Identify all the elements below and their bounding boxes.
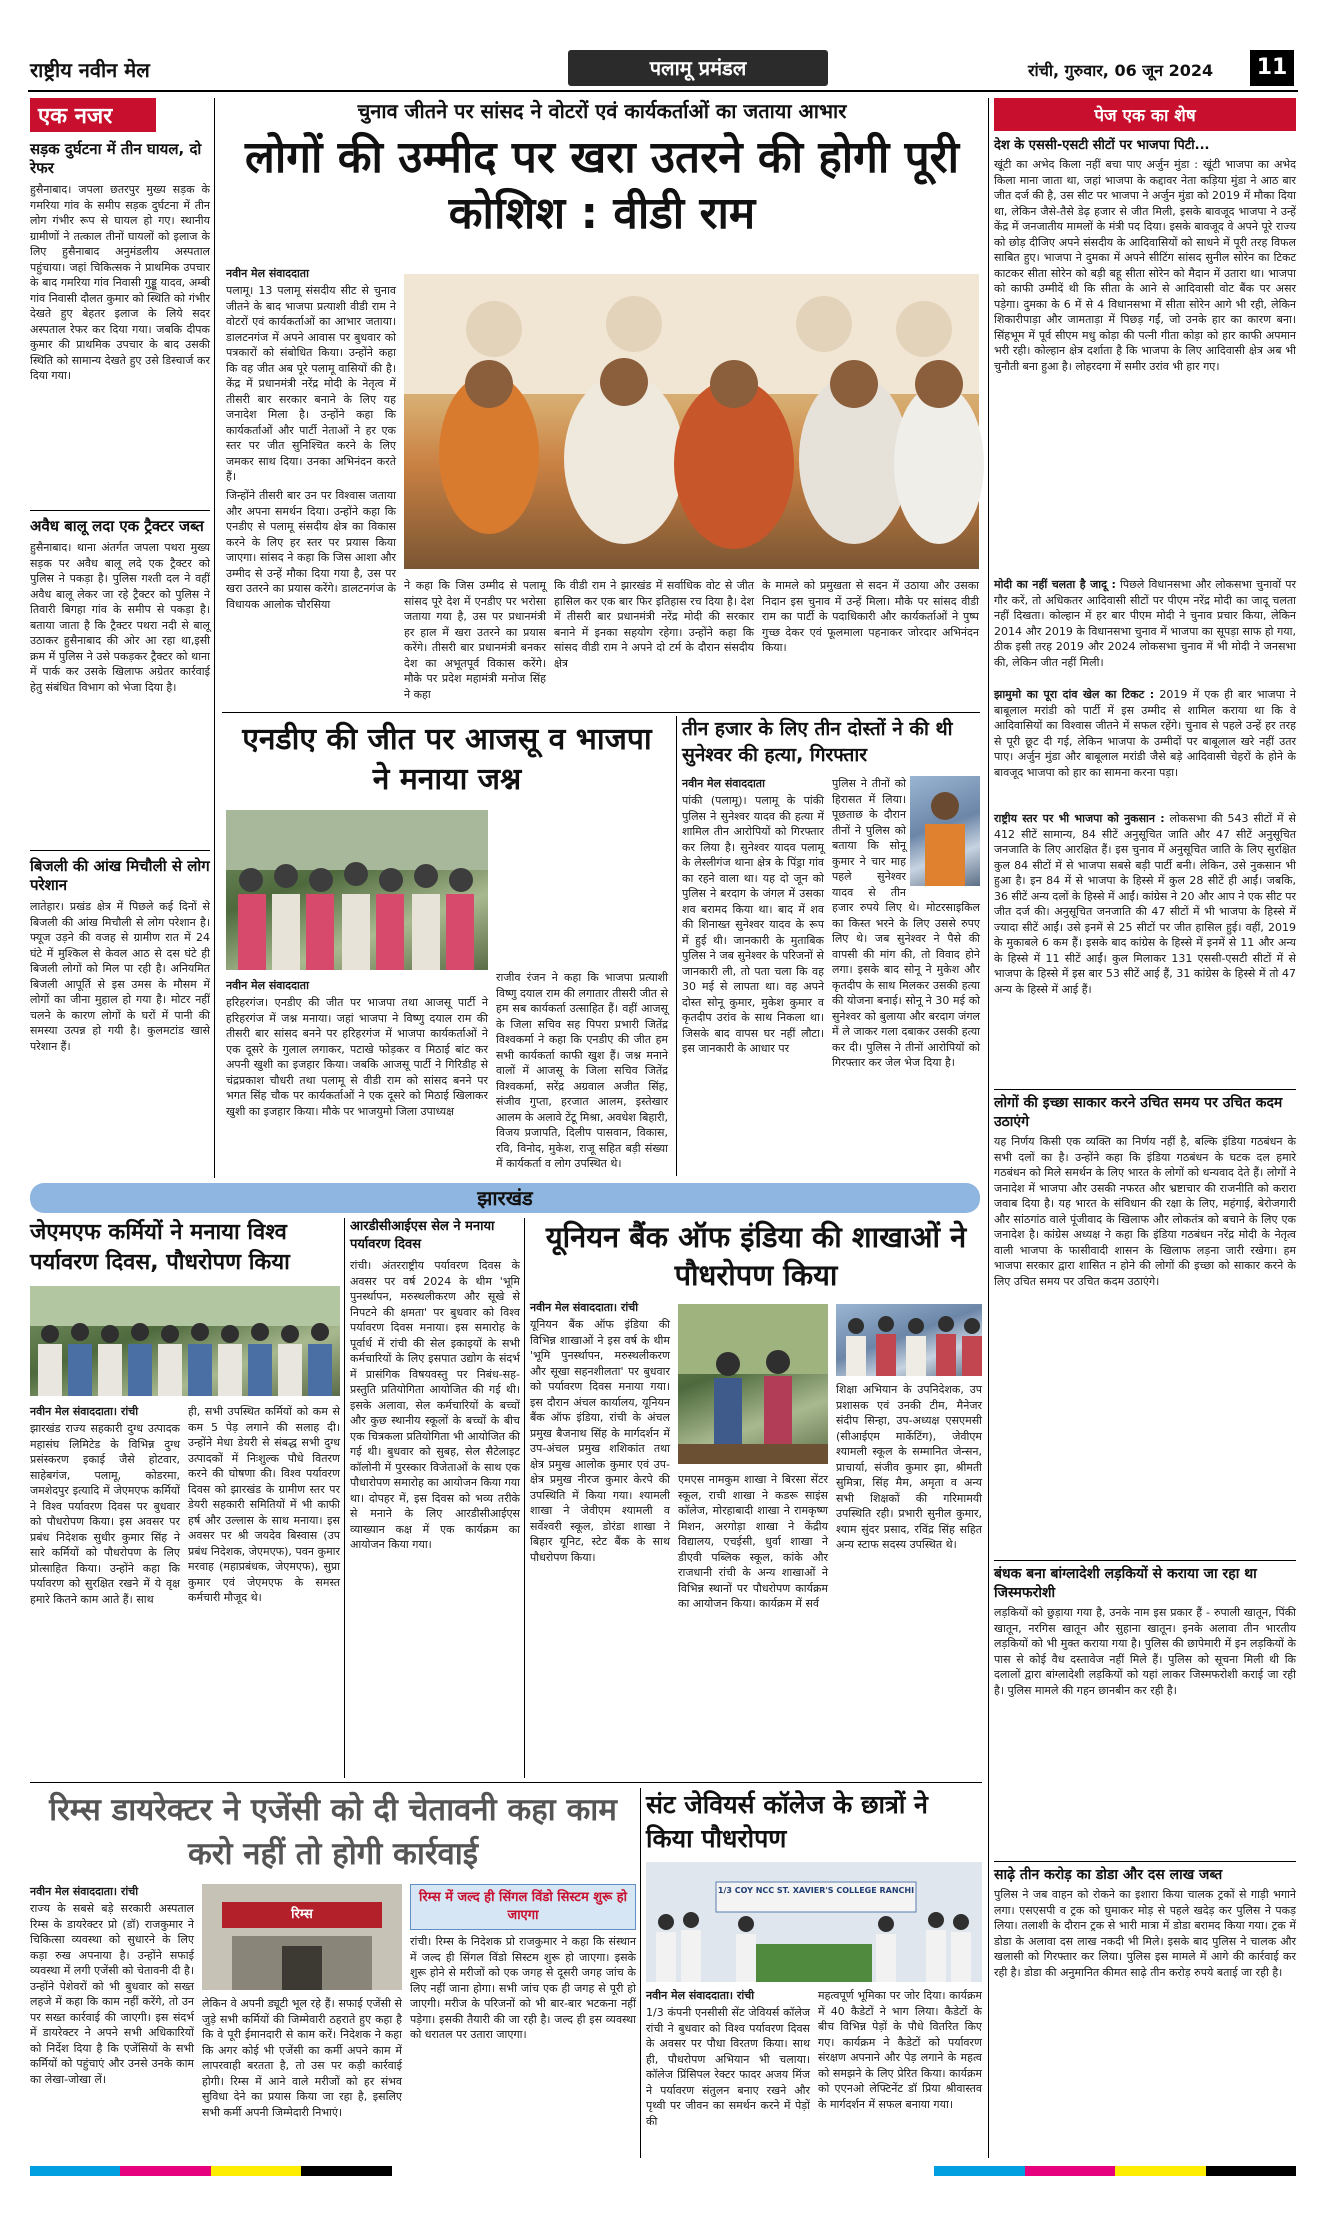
rims-photo-sign: रिम्स — [291, 1907, 313, 1922]
lead-col1 — [226, 266, 396, 706]
xavier-divider — [640, 1788, 641, 2158]
union-photo-group — [836, 1304, 982, 1376]
right-story1-headline: देश के एससी-एसटी सीटों पर भाजपा पिटी... — [994, 138, 1210, 153]
xavier-story — [646, 1788, 982, 2158]
jmf-body-col1: झारखंड राज्य सहकारी दुग्ध उत्पादक महासंघ लिमिटेड के विभिन्न दुग्ध प्रसंस्करण इकाई जैसे होटवार, साहेबगंज, पलामू, कोडरमा, जमशेदपुर इत्यादि में जेएमएफ कर्मियों ने विश्व पर्यावरण दिवस पर बुधवार को पौधरोपण किया। इस अवसर पर प्रबंध निदेशक सुधीर कुमार सिंह ने सारे कर्मियों को पौधरोपण के लिए प्रोत्साहित किया। उन्होंने कहा कि पर्यावरण को सुरक्षित रखने में ये वृक्ष हमारे कितने काम आते हैं। साथ — [30, 1422, 180, 1606]
left-item-1-body: हुसैनाबाद। जपला छतरपुर मुख्य सड़क के गमरिया गांव के समीप सड़क दुर्घटना में तीन लोग गंभीर रूप से घायल हो गए। स्थानीय ग्रामीणों ने तत्काल तीनों घायलों को इलाज के लिए हुसैनाबाद अनुमंडलीय अस्पताल पहुंचाया। जहां चिकित्सक ने प्राथमिक उपचार के बाद गमरिया गांव निवासी गुड्डू यादव, अम्बी गांव निवासी दौलत कुमार को स्थिति को गंभीर देखते हुए बेहतर इलाज के लिये सदर अस्पताल रेफर कर दिया गया। जबकि दीपक कुमार की प्राथमिक उपचार के बाद उसकी स्थिति को सामान्य देखते हुए उसे डिस्चार्ज कर दिया गया। — [30, 183, 210, 382]
jmf-byline: नवीन मेल संवाददाता। रांची — [30, 1405, 139, 1418]
masthead — [28, 50, 1298, 92]
rdcis-headline: आरडीसीआईएस सेल ने मनाया पर्यावरण दिवस — [350, 1219, 495, 1252]
left-item-2-headline: अवैध बालू लदा एक ट्रैक्टर जब्त — [30, 517, 204, 535]
union-divider — [524, 1218, 525, 1778]
left-column — [30, 98, 210, 1180]
rdcis-story — [350, 1218, 520, 1778]
paper-name: राष्ट्रीय नवीन मेल — [30, 58, 150, 82]
right-column-header: पेज एक का शेष — [994, 98, 1296, 131]
xavier-body-col2: महत्वपूर्ण भूमिका पर जोर दिया। कार्यक्रम में 40 कैडेटों ने भाग लिया। कैडेटों के बीच विभिन्न पेड़ों के पौधे वितरित किए गए। कार्यक्रम ने कैडेटों को पर्यावरण संरक्षण अपनाने और पेड़ लगाने के महत्व को समझने के लिए प्रेरित किया। कार्यक्रम को एएनओ लेफ्टिनेंट डॉ प्रिया श्रीवास्तव के मार्गदर्शन में सफल बनाया गया। — [818, 1989, 982, 2111]
murder-story — [682, 716, 982, 1176]
lead-bottom-rule — [222, 712, 980, 713]
left-item-1-headline: सड़क दुर्घटना में तीन घायल, दो रेफर — [30, 140, 202, 177]
union-body-col3: शिक्षा अभियान के उपनिदेशक, उप प्रशासक एवं उनकी टीम, मैनेजर संदीप सिन्हा, उप-अध्यक्ष एसएमसी (सीआईएम मार्केटिंग), जेवीएम श्यामली स्कूल के सम्मानित जेन्सन, प्राचार्या, संजीव कुमार झा, श्रीमती सुमित्रा, सिंह मैम, अमृता व अन्य सभी शिक्षकों की गरिमामयी उपस्थिति रही। प्रभारी सुनील कुमार, श्याम सुंदर प्रसाद, रविंद्र सिंह सहित अन्य स्टाफ सदस्य उपस्थित थे। — [836, 1383, 982, 1551]
union-byline: नवीन मेल संवाददाता। रांची — [530, 1301, 639, 1314]
section-title: पलामू प्रमंडल — [649, 56, 747, 80]
masthead-rule — [28, 90, 1298, 92]
right-story1-sub1 — [994, 577, 1296, 687]
accused-figure-icon — [910, 776, 980, 886]
right-story2 — [994, 1089, 1296, 1554]
ajsu-body-col2: राजीव रंजन ने कहा कि भाजपा प्रत्याशी विष्णु दयाल राम की लगातार तीसरी जीत से हम सब कार्यकर्ता उत्साहित हैं। वहीं आजसू के जिला सचिव सह पिपरा प्रभारी जितेंद्र विश्वकर्मा ने कहा कि एनडीए की जीत हम सभी कार्यकर्ता काफी खुश हैं। जश्न मनाने वालों में आजसू के जिला सचिव जितेंद्र विश्वकर्मा, सरेंद्र अग्रवाल अजीत सिंह, संजीव गुप्ता, हरजात आलम, इस्तेखार आलम के अलावे टेंटू मिश्रा, अवधेश बिहारी, विजय प्रजापति, दिलीप पासवान, विकास, रवि, विनोद, मुकेश, राजू सहित बड़ी संख्या में कार्यकर्ता व लोग उपस्थित थे। — [496, 971, 668, 1170]
union-photo — [678, 1304, 828, 1464]
rims-byline: नवीन मेल संवाददाता। रांची — [30, 1885, 139, 1898]
murder-body-col2: पुलिस ने तीनों को हिरासत में लिया। पूछताछ के दौरान तीनों ने पुलिस को बताया कि सोनू कुमार ने चार माह पहले सुनेश्वर यादव से तीन हजार रुपये लिए थे। मोटरसाइकिल का किस्त भरने के लिए उससे रुपए लिए थे। जब सुनेश्वर ने पैसे की वापसी की मांग की, तो विवाद होने लगा। इसके बाद सोनू ने मुकेश और कृतदीप के साथ मिलकर उसकी हत्या की योजना बनाई। सोनू ने 30 मई को सुनेश्वर को बुलाया और बरदाग जंगल में ले जाकर गला दबाकर उसकी हत्या कर दी। पुलिस ने तीनों आरोपियों को गिरफ्तार कर जेल भेज दिया है। — [832, 777, 980, 1069]
union-body-col1: यूनियन बैंक ऑफ इंडिया की विभिन्न शाखाओं ने इस वर्ष के थीम 'भूमि पुनर्स्थापन, मरुस्थलीकरण और सूखा सहनशीलता' पर बुधवार को पर्यावरण दिवस मनाया गया। इस दौरान अंचल कार्यालय, यूनियन बैंक ऑफ इंडिया, रांची के अंचल प्रमुख बैजनाथ सिंह के मार्गदर्शन में उप-अंचल प्रमुख शशिकांत तथा क्षेत्र प्रमुख आलोक कुमार एवं उप-क्षेत्र प्रमुख नीरज कुमार केरपे की उपस्थिति में किया गया। श्यामली शाखा ने जेवीएम श्यामली व सर्वेश्वरी स्कूल, डोरंडा शाखा ने बिहार यूनिट, स्टेट बैंक के साथ पौधरोपण किया। — [530, 1318, 670, 1564]
rims-story — [30, 1788, 636, 2158]
xavier-photo — [646, 1862, 982, 1982]
union-photo-2 — [836, 1304, 982, 1376]
murder-col1 — [682, 776, 824, 1174]
right-story3-body: लड़कियों को छुड़ाया गया है, उनके नाम इस प्रकार हैं - रुपाली खातून, पिंकी खातून, नरगिस खातून और सुहाना खातून। इनके अलावा तीन भारतीय लड़कियों को भी मुक्त कराया गया है। पुलिस की छापेमारी में इन लड़कियों के पास से कोई वैध दस्तावेज नहीं मिले हैं। पुलिस को सूचना मिली थी कि दलालों द्वारा बांग्लादेशी लड़कियों को यहां लाकर जिस्मफरोशी कराई जा रही है। पुलिस मामले की गहन छानबीन कर रही है। — [994, 1606, 1296, 1697]
murder-col2 — [832, 776, 980, 1174]
right-story1-sub2 — [994, 687, 1296, 811]
jmf-body-col2: ही, सभी उपस्थित कर्मियों को कम से कम 5 पेड़ लगाने की सलाह दी। उन्होंने मेधा डेयरी से संबद्ध सभी दुग्ध उत्पादकों में निःशुल्क पौधे वितरण करने की घोषणा की। विश्व पर्यावरण दिवस को झारखंड के ग्रामीण स्तर पर डेयरी सहकारी समितियों में भी काफी हर्ष और उल्लास के साथ मनाया। इस अवसर पर श्री जयदेव बिस्वास (उप प्रबंध निदेशक, जेएमएफ), पवन कुमार मरवाह (महाप्रबंधक, जेएमएफ), सुप्रा कुमार एवं जेएमएफ के समस्त कर्मचारी मौजूद थे। — [188, 1405, 340, 1604]
rims-sub-headline: रिम्स में जल्द ही सिंगल विंडो सिस्टम शुरू हो जाएगा — [410, 1884, 636, 1930]
ajsu-headline: एनडीए की जीत पर आजसू व भाजपा ने मनाया जश्न — [242, 722, 652, 797]
right-sub2-headline: झामुमो का पूरा दांव खेल का टिकट : — [994, 688, 1155, 701]
xavier-headline: संट जेवियर्स कॉलेज के छात्रों ने किया पौधरोपण — [646, 1790, 928, 1853]
page-number: 11 — [1250, 50, 1294, 86]
left-column-divider — [214, 98, 215, 1178]
lead-story — [222, 98, 982, 708]
lead-body-col5: के मामले को प्रमुखता से सदन में उठाया और उसका निदान इस चुनाव में उन्हें मिला। मौके पर सांसद वीडी राम का पार्टी के पदाधिकारी और कार्यकर्ताओं ने पुष्प गुच्छ देकर एवं फूलमाला पहनाकर जोरदार अभिनंदन किया। — [762, 579, 979, 654]
right-column — [994, 98, 1296, 2158]
ajsu-col1 — [226, 978, 488, 1174]
right-story3 — [994, 1560, 1296, 1855]
ajsu-photo-crowd — [226, 810, 488, 970]
right-story4-headline: साढ़े तीन करोड़ का डोडा और दस लाख जब्त — [994, 1867, 1223, 1883]
lead-photo — [404, 274, 979, 569]
xavier-byline: नवीन मेल संवाददाता। रांची — [646, 1989, 755, 2002]
right-sub3-body: लोकसभा की 543 सीटों में से 412 सीटें सामान्य, 84 सीटें अनुसूचित जाति और 47 सीटें अनुसूचित जनजाति के लिए आरक्षित हैं। इस चुनाव में अनुसूचित जाति के लिए सुरक्षित कुल 84 सीटों में से भाजपा सबसे बड़ी पार्टी बनी। लेकिन, उसे नुकसान भी हुआ है। इन 84 में से भाजपा के हिस्से में कुल 28 सीटें ही आईं। जबकि, 36 सीटें अन्य दलों के हिस्से में आईं। कांग्रेस ने 20 और आप ने एक सीट पर जीत दर्ज की। अनुसूचित जनजाति की 47 सीटों में भी भाजपा के हिस्से में ज्यादा सीटें आईं। उसे इनमें से 25 सीटों पर जीत हासिल हुई। वहीं, 2019 के मुकाबले 6 कम हैं। इसके बाद कांग्रेस के हिस्से में इनमें से 11 और अन्य के हिस्से में 11 सीटें आईं। कुल मिलाकर 131 एससी-एसटी सीटों में से भाजपा के हिस्से में इस बार 53 सीटें आई हैं, 31 कांग्रेस के हिस्से में तो 47 अन्य के हिस्से में आई हैं। — [994, 812, 1296, 996]
left-column-header: एक नजर — [30, 98, 156, 132]
rdcis-divider — [344, 1218, 345, 1778]
jmf-col1 — [30, 1404, 180, 1776]
lead-kicker: चुनाव जीतने पर सांसद ने वोटरों एवं कार्यकर्ताओं का जताया आभार — [357, 99, 847, 123]
dateline: रांची, गुरुवार, 06 जून 2024 — [1028, 61, 1214, 80]
lead-body-col4: कि वीडी राम ने झारखंड में सर्वाधिक वोट से जीत हासिल कर एक बार फिर इतिहास रच दिया है। देश में तीसरी बार प्रधानमंत्री नरेंद्र मोदी की सरकार बनाने में इनका सहयोग रहेगा। उन्होंने कहा कि सांसद वीडी राम ने अपने दो टर्म के दौरान संसदीय क्षेत्र — [554, 579, 754, 670]
murder-divider — [676, 716, 677, 1176]
right-story4 — [994, 1861, 1296, 2217]
footer-registration-bar — [30, 2166, 1296, 2176]
xavier-body-col1: 1/3 कंपनी एनसीसी सेंट जेवियर्स कॉलेज रांची ने बुधवार को विश्व पर्यावरण दिवस के अवसर पर पौधा विरतण किया। साथ ही, पौधरोपण अभियान भी चलाया। कॉलेज प्रिंसिपल रेक्टर फादर अजय मिंज ने पर्यावरण संतुलन बनाए रखने और पृथ्वी पर जीवन का समर्थन करने में पेड़ों की — [646, 2006, 810, 2128]
left-item-3 — [30, 850, 210, 1129]
jmf-photo-group — [30, 1286, 340, 1396]
lead-body-col3: ने कहा कि जिस उम्मीद से पलामू सांसद पूरे देश में एनडीए पर भरोसा जताया गया है, उस पर प्रधानमंत्री हर हाल में खरा उतरने का प्रयास करेंगे। तीसरी बार प्रधानमंत्री बनकर देश का अभूतपूर्व विकास करेंगे। मौके पर प्रदेश महामंत्री मनोज सिंह ने कहा — [404, 579, 546, 701]
rims-sub-body: रांची। रिम्स के निदेशक प्रो राजकुमार ने कहा कि संस्थान में जल्द ही सिंगल विंडो सिस्टम शुरू हो जाएगा। इसके शुरू होने से मरीजों को एक जगह से दूसरी जगह जांच के लिए नहीं जाना होगा। सभी जांच एक ही जगह से पूरी हो जाएगी। मरीज के परिजनों को भी बार-बार भटकना नहीं पड़ेगा। इसकी तैयारी की जा रही है। जल्द ही इस व्यवस्था को धरातल पर उतारा जाएगा। — [410, 1935, 636, 2041]
union-body-col2: एमएस नामकुम शाखा ने बिरसा सेंटर स्कूल, राची शाखा ने कडरू साइंस कॉलेज, मोरहाबादी शाखा ने रामकृष्ण मिशन, अरगोड़ा शाखा ने केंद्रीय विद्यालय, एचईसी, धुर्वा शाखा ने डीएवी पब्लिक स्कूल, कांके और राजधानी रांची के अन्य शाखाओं ने विभिन्न स्थानों पर पौधरोपण कार्यक्रम का आयोजन किया। कार्यक्रम में सर्व — [678, 1473, 828, 1610]
rims-body-col1: राज्य के सबसे बड़े सरकारी अस्पताल रिम्स के डायरेक्टर प्रो (डॉ) राजकुमार ने चिकित्सा व्यवस्था को सुधारने के लिए कड़ा रुख अपनाया है। उन्होंने सफाई व्यवस्था में लगी एजेंसी को चेतावनी दी है। उन्होंने पेशेवरों को भी बुधवार को सख्त लहजे में कहा कि काम नहीं करेंगे, तो उन पर सख्त कार्रवाई की जाएगी। इस संदर्भ में डायरेक्टर ने अपने सभी अधिकारियों को निर्देश दिया है कि एजेंसियों के सभी कर्मियों को पहुंचाएं और उनसे उनके काम का लेखा-जोखा लें। — [30, 1902, 194, 2086]
ajsu-byline: नवीन मेल संवाददाता — [226, 979, 309, 992]
jharkhand-banner — [30, 1183, 980, 1213]
lead-body-col1: पलामू। 13 पलामू संसदीय सीट से चुनाव जीतने के बाद भाजपा प्रत्याशी वीडी राम ने वोटरों एवं कार्यकर्ताओं का आभार जताया। डालटनगंज में अपने आवास पर बुधवार को पत्रकारों को संबोधित किया। उन्होंने कहा कि वह जीत अब पूरे पलामू वासियों की है। केंद्र में प्रधानमंत्री नरेंद्र मोदी के नेतृत्व में तीसरी बार सरकार बनाने के लिए यह जनादेश मिला है। उन्होंने कहा कि कार्यकर्ताओं और पार्टी नेताओं ने हर एक स्तर पर जीत सुनिश्चित करने के लिए जमकर साथ दिया। उनका अभिनंदन करते हैं। — [226, 284, 396, 483]
rims-body-col2: लेकिन वे अपनी ड्यूटी भूल रहे हैं। सफाई एजेंसी से जुड़े सभी कर्मियों की जिम्मेवारी ठहराते हुए कहा है कि वे पूरी ईमानदारी से काम करें। निदेशक ने कहा कि अगर कोई भी एजेंसी का कर्मी अपने काम में लापरवाही बरतता है, तो उस पर कड़ी कार्रवाई होगी। रिम्स में आने वाले मरीजों को हर संभव सुविधा देने का प्रयास किया जा रहा है, इसलिए सभी कर्मी अपनी जिम्मेदारी निभाएं। — [202, 1997, 402, 2119]
right-story1-sub3 — [994, 811, 1296, 1083]
ajsu-body-col1: हरिहरगंज। एनडीए की जीत पर भाजपा तथा आजसू पार्टी ने हरिहरगंज में जश्न मनाया। जहां भाजपा ने विष्णु दयाल राम की तीसरी बार सांसद बनने पर हरिहरगंज में भाजपा कार्यकर्ताओं ने एक दूसरे के गुलाल लगाकर, पटाखे फोड़कर व मिठाई बांट कर अपनी खुशी का इजहार किया। जबकि आजसू पार्टी ने गिरिडीह से चंद्रप्रकाश चौधरी तथा पलामू से वीडी राम को सांसद बनने पर भगत सिंह चौक पर कार्यकर्ताओं ने एक दूसरे को मिठाई खिलाकर खुशी का इजहार किया। मौके पर भाजयुमो जिला उपाध्यक्ष — [226, 996, 488, 1118]
murder-photo-accused — [910, 776, 980, 886]
union-photo-plantation — [678, 1304, 828, 1464]
lead-byline: नवीन मेल संवाददाता — [226, 267, 309, 280]
xavier-photo-cadets — [646, 1862, 982, 1982]
lead-photo-figures — [404, 274, 979, 569]
union-col1 — [530, 1300, 670, 1776]
right-story3-headline: बंधक बना बांग्लादेशी लड़कियों से कराया जा रहा था जिस्मफरोशी — [994, 1566, 1257, 1601]
rims-top-rule — [30, 1782, 982, 1783]
lead-body-col2: जिन्होंने तीसरी बार उन पर विश्वास जताया और अपना समर्थन दिया। उन्होंने कहा कि एनडीए से पलामू संसदीय क्षेत्र का विकास करने के लिए हर स्तर पर प्रयास किया जाएगा। सांसद ने कहा कि जिस आशा और उम्मीद से उन्हें मौका दिया गया है, उस पर खरा उतरने का प्रयास करेंगे। डालटनगंज के विधायक आलोक चौरसिया — [226, 489, 396, 611]
left-item-2-body: हुसैनाबाद। थाना अंतर्गत जपला पथरा मुख्य सड़क पर अवैध बालू लदे एक ट्रैक्टर को पुलिस ने पकड़ा है। पुलिस गश्ती दल ने वहीं अवैध बालू लेकर जा रहे ट्रैक्टर को पुलिस ने तिवारी बिगहा गांव के समीप से पकड़ा है। बताया जाता है कि ट्रैक्टर पथरा नदी से बालू उठाकर हुसैनाबाद की ओर आ रहा था,इसी क्रम में पुलिस ने उसे पकड़कर ट्रैक्टर को थाना में पार्क कर उसके खिलाफ अग्रेतर कार्रवाई हेतु संबंधित विभाग को भेजा दिया है। — [30, 541, 210, 694]
ajsu-photo — [226, 810, 488, 970]
left-item-3-headline: बिजली की आंख मिचौली से लोग परेशान — [30, 857, 210, 894]
right-sub1-headline: मोदी का नहीं चलता है जादू : — [994, 578, 1116, 591]
right-story1-body: खूंटी का अभेद किला नहीं बचा पाए अर्जुन मुंडा : खूंटी भाजपा का अभेद किला माना जाता था, जहां भाजपा के कद्दावर नेता कड़िया मुंडा ने आठ बार जीत दर्ज की है, उस सीट पर भाजपा ने अर्जुन मुंडा को 2019 में मौका दिया था, लेकिन जैसे-तैसे डेढ़ हजार से जीत मिली, इसके बावजूद भाजपा ने उन्हें केंद्र में जनजातीय मामलों के मंत्री पद दिया। इसके बावजूद वे अपने पूरे राज्य को छोड़ दीजिए अपने संसदीय के आदिवासियों को साधने में पूरी तरह विफल साबित हुए। भाजपा ने दुमका में अपने सीटिंग सांसद सुनील सोरेन का टिकट काटकर सीता सोरेन को बड़ी बहू सीता सोरेन को मैदान में उतारा था। भाजपा को काफी उम्मीदें थी कि सीता के आने से आदिवासी वोट बैंक पर असर पड़ेगा। दुमका के 6 में से 4 विधानसभा में सीता सोरेन आगे भी रही, लेकिन शिकारीपाड़ा और जामताड़ा में पिछड़ गईं, जो उनके हार का कारण बना। सिंहभूम में पूर्व सीएम मधु कोड़ा की पत्नी गीता कोड़ा को हार काफी अपमान भरी रही। कोल्हान क्षेत्र दर्शाता है कि भाजपा के लिए आदिवासी क्षेत्र अब भी चुनौती बना हुआ है। लोहरदगा में समीर उरांव भी हार गए। — [994, 158, 1296, 373]
lead-headline: लोगों की उम्मीद पर खरा उतरने की होगी पूरी कोशिश : वीडी राम — [245, 132, 959, 239]
right-story2-headline: लोगों की इच्छा साकार करने उचित समय पर उचित कदम उठाएंगे — [994, 1095, 1283, 1130]
jmf-story — [30, 1218, 340, 1778]
union-story — [530, 1218, 982, 1778]
rims-headline: रिम्स डायरेक्टर ने एजेंसी को दी चेतावनी कहा काम करो नहीं तो होगी कार्रवाई — [49, 1792, 617, 1872]
left-item-1 — [30, 140, 210, 500]
rdcis-body: रांची। अंतरराष्ट्रीय पर्यावरण दिवस के अवसर पर वर्ष 2024 के थीम 'भूमि पुनर्स्थापन, मरुस्थलीकरण और सूखे से निपटने की क्षमता' पर बुधवार को विश्व पर्यावरण दिवस मनाया। इस समारोह के पूर्वार्ध में रांची की सेल इकाइयों के सभी कर्मचारियों के लिए इसपात उद्योग के संदर्भ में प्रासंगिक विषयवस्तु पर निबंध-सह-प्रस्तुति प्रतियोगिता आयोजित की गई थी। इसके अलावा, सेल कर्मचारियों के बच्चों और कुछ स्थानीय स्कूलों के बच्चों के बीच एक चित्रकला प्रतियोगिता भी आयोजित की गई थी। बुधवार को सुबह, सेल सैटेलाइट कॉलोनी में पुरस्कार विजेताओं के साथ एक पौधारोपण समारोह का आयोजन किया गया था। दोपहर में, इस दिवस को भव्य तरीके से मनाने के लिए आरडीसीआईएस व्याख्यान कक्ष में एक कार्यक्रम का आयोजन किया गया। — [350, 1259, 520, 1551]
murder-byline: नवीन मेल संवाददाता — [682, 777, 765, 790]
left-item-2 — [30, 510, 210, 840]
jharkhand-banner-label: झारखंड — [477, 1186, 533, 1210]
right-story2-body: यह निर्णय किसी एक व्यक्ति का निर्णय नहीं है, बल्कि इंडिया गठबंधन के सभी दलों का है। उन्होंने कहा कि इंडिया गठबंधन के घटक दल हमारे गठबंधन को मिले समर्थन के लिए भारत के लोगों को धन्यवाद देते हैं। लोगों ने जनादेश में भाजपा और उसकी नफरत और भ्रष्टाचार की राजनीति को करारा जवाब दिया है। यह भारत के संविधान की रक्षा के लिए, महंगाई, बेरोजगारी और सांठगांठ वाले पूंजीवाद के खिलाफ और लोकतंत्र को बचाने के लिए एक जनादेश है। कांग्रेस अध्यक्ष ने कहा कि इंडिया गठबंधन नरेंद्र मोदी के नेतृत्व वाली भाजपा के फासीवादी शासन के खिलाफ लड़ना जारी रखेगा। हम भाजपा सरकार द्वारा शासित न होने की लोगों की इच्छा को साकार करने के लिए उचित समय पर उचित कदम उठाएंगे। — [994, 1135, 1296, 1288]
jmf-headline: जेएमएफ कर्मियों ने मनाया विश्व पर्यावरण दिवस, पौधरोपण किया — [30, 1220, 290, 1275]
right-sub2-body: 2019 में एक ही बार भाजपा ने बाबूलाल मरांडी को पार्टी में इस उम्मीद से शामिल कराया था कि वे आदिवासियों का विश्वास जीतने में सफल रहेंगे। चुनाव से पहले उन्हें हर तरह से पूरी छूट दी गई, लेकिन भाजपा के उम्मीदों पर बाबूलाल खरे नहीं उतर पाए। अर्जुन मुंडा और बाबूलाल मरांडी जैसे बड़े आदिवासी चेहरों के होने के बावजूद भाजपा को हार का सामना करना पड़ा। — [994, 688, 1297, 779]
jmf-photo — [30, 1286, 340, 1396]
ajsu-story — [222, 716, 672, 1176]
xavier-photo-banner: 1/3 COY NCC ST. XAVIER'S COLLEGE RANCHI — [717, 1886, 915, 1895]
section-banner — [568, 50, 828, 86]
right-sub3-headline: राष्ट्रीय स्तर पर भी भाजपा को नुकसान : — [994, 812, 1165, 825]
xavier-col1 — [646, 1988, 810, 2156]
murder-headline: तीन हजार के लिए तीन दोस्तों ने की थी सुनेश्वर की हत्या, गिरफ्तार — [682, 718, 953, 766]
rims-subbox — [410, 1884, 636, 2156]
rims-col1 — [30, 1884, 194, 2156]
right-column-divider — [988, 98, 989, 2158]
right-sub1-body: पिछले विधानसभा और लोकसभा चुनावों पर गौर करें, तो अधिकतर आदिवासी सीटों पर पीएम नरेंद्र मोदी का जादू चलता नहीं दिखता। कोल्हान में हर बार पीएम मोदी ने चुनाव प्रचार किया, लेकिन 2014 और 2019 के विधानसभा चुनाव में भाजपा का सूपड़ा साफ हो गया, ठीक इसी तरह 2019 और 2024 लोकसभा चुनाव में भी मोदी ने जनसभा की, लेकिन जीत नहीं मिली। — [994, 578, 1296, 669]
left-item-3-body: लातेहार। प्रखंड क्षेत्र में पिछले कई दिनों से बिजली की आंख मिचौली से लोग परेशान है। फ्यूज उड़ने की वजह से ग्रामीण रात में 24 घंटे में मुश्किल से केवल आठ से दस घंटे ही बिजली लोगों को मिल पा रही है। अनियमित बिजली आपूर्ति से इस उमस के मौसम में लोगों का जीना मुहाल हो गया है। मोटर नहीं चलने के कारण लोगों के घरों में पानी की समस्या उत्पन्न हो गयी है। कुलमटांड खासे परेशान हैं। — [30, 900, 210, 1053]
rims-photo — [202, 1884, 402, 1990]
rims-photo-building — [202, 1884, 402, 1990]
union-headline: यूनियन बैंक ऑफ इंडिया की शाखाओं ने पौधरोपण किया — [545, 1220, 967, 1292]
murder-body-col1: पांकी (पलामू)। पलामू के पांकी पुलिस ने सुनेश्वर यादव की हत्या में शामिल तीन आरोपियों को गिरफ्तार कर लिया है। सुनेश्वर यादव पलामू के लेस्लीगंज थाना क्षेत्र के पिंड्रा गांव का रहने वाला था। यह दो जून को पुलिस ने बरदाग के जंगल में उसका शव बरामद किया था। बाद में शव की शिनाख्त सुनेश्वर यादव के रूप में हुई थी। जानकारी के मुताबिक पुलिस ने जब सुनेश्वर के परिजनों से जानकारी ली, तो पता चला कि वह 30 मई से लापता था। वह अपने दोस्त सोनू कुमार, मुकेश कुमार व कृतदीप उरांव के साथ निकला था। जिसके बाद वापस घर नहीं लौटा। इस जानकारी के आधार पर — [682, 794, 824, 1055]
right-story4-body: पुलिस ने जब वाहन को रोकने का इशारा किया चालक ट्रकों से गाड़ी भगाने लगा। एसएसपी व ट्रक को घुमाकर मोड़ से पहले खदेड़ कर पुलिस ने पकड़ लिया। तलाशी के दौरान ट्रक से भारी मात्रा में डोडा बरामद किया गया। ट्रक में डोडा के अलावा दस लाख नकदी भी मिले। इसके बाद पुलिस ने चालक और खलासी को गिरफ्तार कर लिया। पुलिस इस मामले में आगे की कार्रवाई कर रही है। डोडा की अनुमानित कीमत साढ़े तीन करोड़ रुपये बताई जा रही है। — [994, 1888, 1296, 1979]
